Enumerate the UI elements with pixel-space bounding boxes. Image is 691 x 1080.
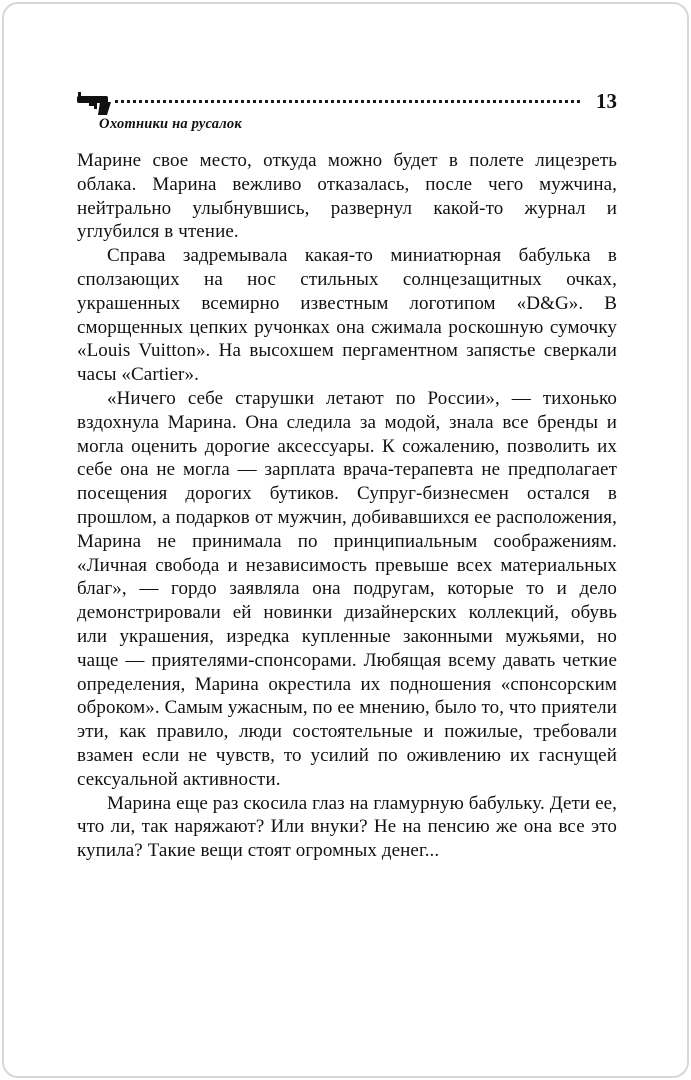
book-page	[2, 2, 689, 1078]
header-dotted-rule	[115, 100, 580, 103]
running-header-title: Охотники на русалок	[99, 116, 242, 132]
page-body	[77, 149, 617, 863]
paragraph: Марина еще раз скосила глаз на гламурную бабульку. Дети ее, что ли, так наряжают? Или внуки? Не на пенсию же она все это купила? Такие вещи стоят огромных денег...	[77, 792, 617, 862]
pistol-icon	[77, 91, 113, 115]
paragraph: Марине свое место, откуда можно будет в полете лицезреть облака. Марина вежливо отказалась, после чего мужчина, нейтрально улыбнувшись, развернул какой-то журнал и углубился в чтение.	[77, 150, 617, 243]
paragraph: Справа задремывала какая-то миниатюрная бабулька в сползающих на нос стильных солнцезащитных очках, украшенных всемирно известным логотипом «D&G». В сморщенных цепких ручонках она сжимала роскошную сумочку «Louis Vuitton». На высохшем пергаментном запястье сверкали часы «Cartier».	[77, 245, 617, 386]
header-rule-row	[77, 88, 617, 114]
page-number: 13	[596, 88, 617, 113]
running-header	[77, 88, 617, 133]
paragraph: «Ничего себе старушки летают по России», — тихонько вздохнула Марина. Она следила за модой, знала все бренды и могла оценить дорогие аксессуары. К сожалению, позволить их себе она не могла — зарплата врача-терапевта не предполагает посещения дорогих бутиков. Супруг-бизнесмен остался в прошлом, а подарков от мужчин, добивавшихся ее расположения, Марина не принимала по принципиальным соображениям. «Личная свобода и независимость превыше всех материальных благ», — гордо заявляла она подругам, которые то и дело демонстрировали ей новинки дизайнерских коллекций, обувь или украшения, изредка купленные законными мужьями, но чаще — приятелями-спонсорами. Любящая всему давать четкие определения, Марина окрестила их подношения «спонсорским оброком». Самым ужасным, по ее мнению, было то, что приятели эти, как правило, люди состоятельные и пожилые, требовали взамен если не чувств, то усилий по оживлению их гаснущей сексуальной активности.	[77, 387, 617, 790]
